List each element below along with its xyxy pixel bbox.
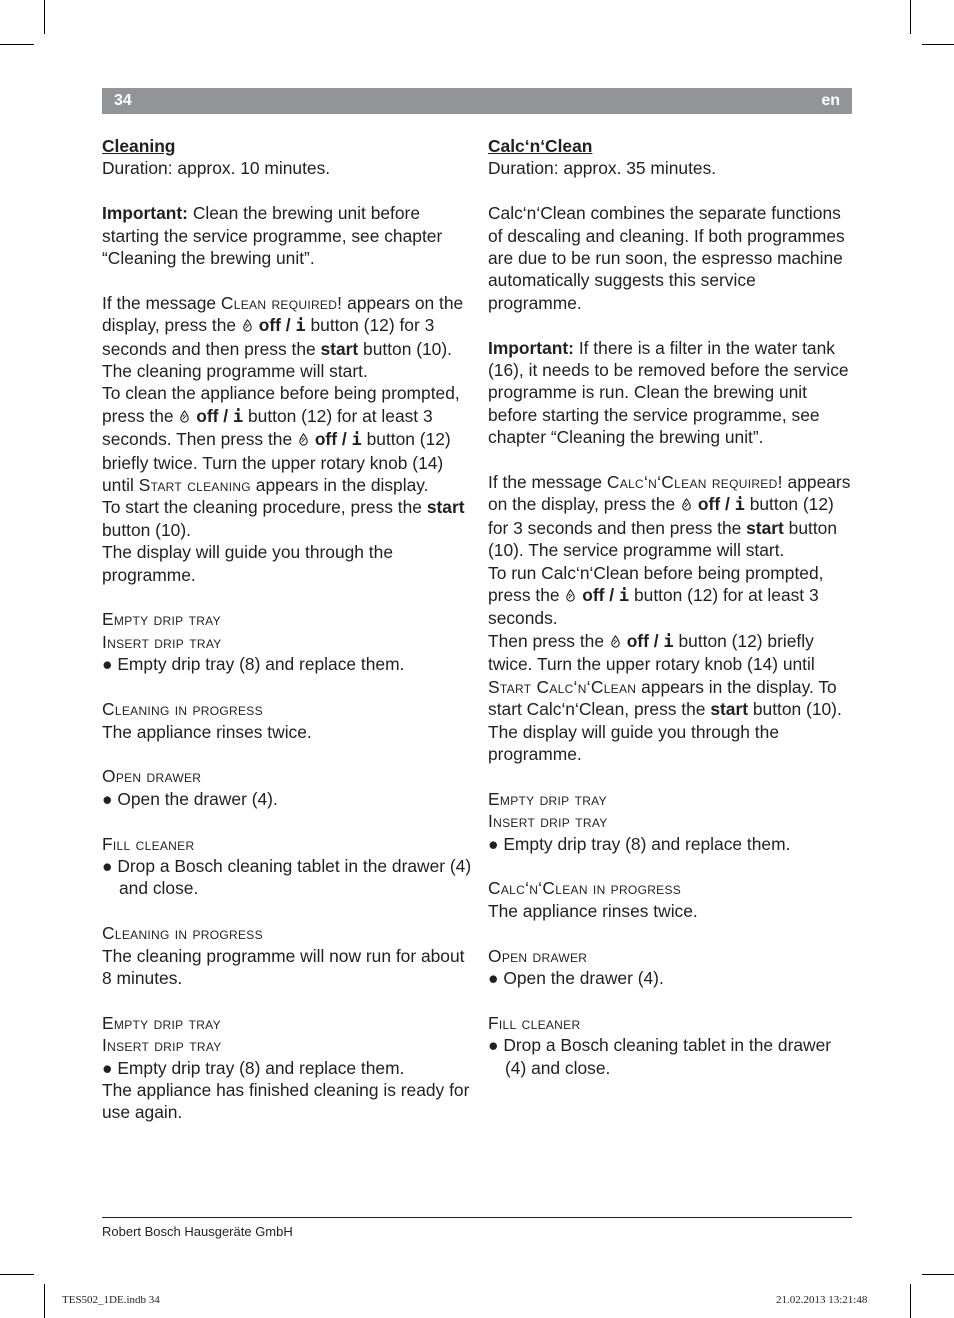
step-heading: Calc‘n‘Clean in progress [488, 878, 682, 899]
intro-text: Calc‘n‘Clean combines the separate functions of descaling and cleaning. If both programmes are due to be run soon, the espresso machine automatically suggests this service programme. [488, 203, 845, 313]
bullet-item: ● Drop a Bosch cleaning tablet in the drawer (4) and close. [102, 855, 472, 899]
bullet-item: ● Empty drip tray (8) and replace them. [102, 654, 405, 675]
page-number: 34 [114, 92, 132, 109]
will-start-text: The cleaning programme will start. [102, 361, 368, 382]
before-prompt-paragraph: To clean the appliance before being prompted, press the off / i button (12) for at least 3 seconds. Then press the off / i button (12) briefly twice. Turn the upper rotary knob (14) until Start cleaning appears in the display. [102, 383, 460, 496]
then-paragraph: Then press the off / i button (12) briefly twice. Turn the upper rotary knob (14) until Start Calc‘n‘Clean appears in the display. To start Calc‘n‘Clean, press the start button (10). [488, 630, 842, 720]
crop-mark [910, 1284, 911, 1318]
steam-icon [241, 319, 254, 332]
crop-mark [922, 1274, 954, 1275]
guide-text: The display will guide you through the programme. [102, 542, 393, 585]
step-heading: Open drawer [488, 945, 588, 966]
to-start-paragraph: To start the cleaning procedure, press the start button (10). [102, 497, 465, 540]
steam-icon [680, 498, 693, 511]
page-header-bar [102, 88, 852, 114]
crop-mark [44, 0, 45, 34]
message-paragraph: If the message Clean required! appears on the display, press the off / i button (12) for 3 seconds and then press the start button (10). [102, 292, 464, 359]
steam-icon [297, 433, 310, 446]
bullet-item: ● Open the drawer (4). [488, 967, 664, 988]
duration-text: Duration: approx. 10 minutes. [102, 158, 331, 179]
crop-mark [0, 1274, 34, 1275]
right-column [488, 135, 854, 1079]
step-heading: Insert drip tray [488, 811, 608, 832]
step-text: The appliance rinses twice. [102, 721, 312, 742]
bullet-item: ● Drop a Bosch cleaning tablet in the drawer (4) and close. [488, 1035, 832, 1078]
step-heading: Cleaning in progress [102, 699, 263, 720]
step-text: The appliance has finished cleaning is ready for use again. [102, 1079, 470, 1123]
print-slug-date: 21.02.2013 13:21:48 [776, 1294, 868, 1306]
display-message: Calc‘n‘Clean required! [606, 472, 783, 493]
step-heading: Fill cleaner [488, 1012, 581, 1033]
left-column [102, 135, 472, 1124]
print-slug-file: TES502_1DE.indb 34 [62, 1294, 160, 1306]
crop-mark [910, 0, 911, 34]
step-text: The appliance rinses twice. [488, 900, 698, 921]
info-glyph: i [295, 316, 306, 337]
important-label: Important: [488, 337, 574, 358]
steam-icon [564, 589, 577, 602]
crop-mark [922, 44, 954, 45]
important-label: Important: [102, 203, 188, 224]
step-heading: Empty drip tray [102, 609, 221, 630]
step-heading: Fill cleaner [102, 833, 195, 854]
info-glyph: i [734, 495, 745, 516]
step-heading: Insert drip tray [102, 1035, 222, 1056]
display-message: Start Calc‘n‘Clean [488, 676, 637, 697]
before-prompt-paragraph: To run Calc‘n‘Clean before being prompted, press the off / i button (12) for at least 3 seconds. [488, 562, 824, 629]
important-note: Important: Clean the brewing unit before starting the service programme, see chapter “Cleaning the brewing unit”. [102, 203, 443, 269]
footer-rule [102, 1217, 852, 1218]
bullet-item: ● Open the drawer (4). [102, 788, 278, 809]
section-title-cleaning: Cleaning [102, 136, 176, 156]
display-message: Clean required! [220, 292, 343, 313]
step-heading: Cleaning in progress [102, 923, 263, 944]
crop-mark [0, 44, 34, 45]
section-title-calc-n-clean: Calc‘n‘Clean [488, 136, 593, 156]
important-note: Important: If there is a filter in the water tank (16), it needs to be removed before the service programme is run. Clean the brewing unit before starting the service programme, see chapter “Cleaning the brewing unit”. [488, 337, 849, 448]
message-paragraph: If the message Calc‘n‘Clean required! appears on the display, press the off / i button (12) for 3 seconds and then press the start button (10). The service programme will start. [488, 472, 851, 561]
steam-icon [178, 410, 191, 423]
steam-icon [609, 635, 622, 648]
language-code: en [821, 92, 840, 109]
bullet-item: ● Empty drip tray (8) and replace them. [488, 833, 791, 854]
crop-mark [44, 1284, 45, 1318]
step-text: The cleaning programme will now run for about 8 minutes. [102, 945, 465, 988]
bullet-item: ● Empty drip tray (8) and replace them. [102, 1057, 405, 1078]
step-heading: Empty drip tray [102, 1012, 221, 1033]
step-heading: Insert drip tray [102, 631, 222, 652]
duration-text: Duration: approx. 35 minutes. [488, 158, 717, 179]
footer-company: Robert Bosch Hausgeräte GmbH [102, 1224, 293, 1239]
guide-text: The display will guide you through the programme. [488, 721, 779, 764]
step-heading: Open drawer [102, 766, 202, 787]
display-message: Start cleaning [138, 475, 251, 496]
step-heading: Empty drip tray [488, 788, 607, 809]
